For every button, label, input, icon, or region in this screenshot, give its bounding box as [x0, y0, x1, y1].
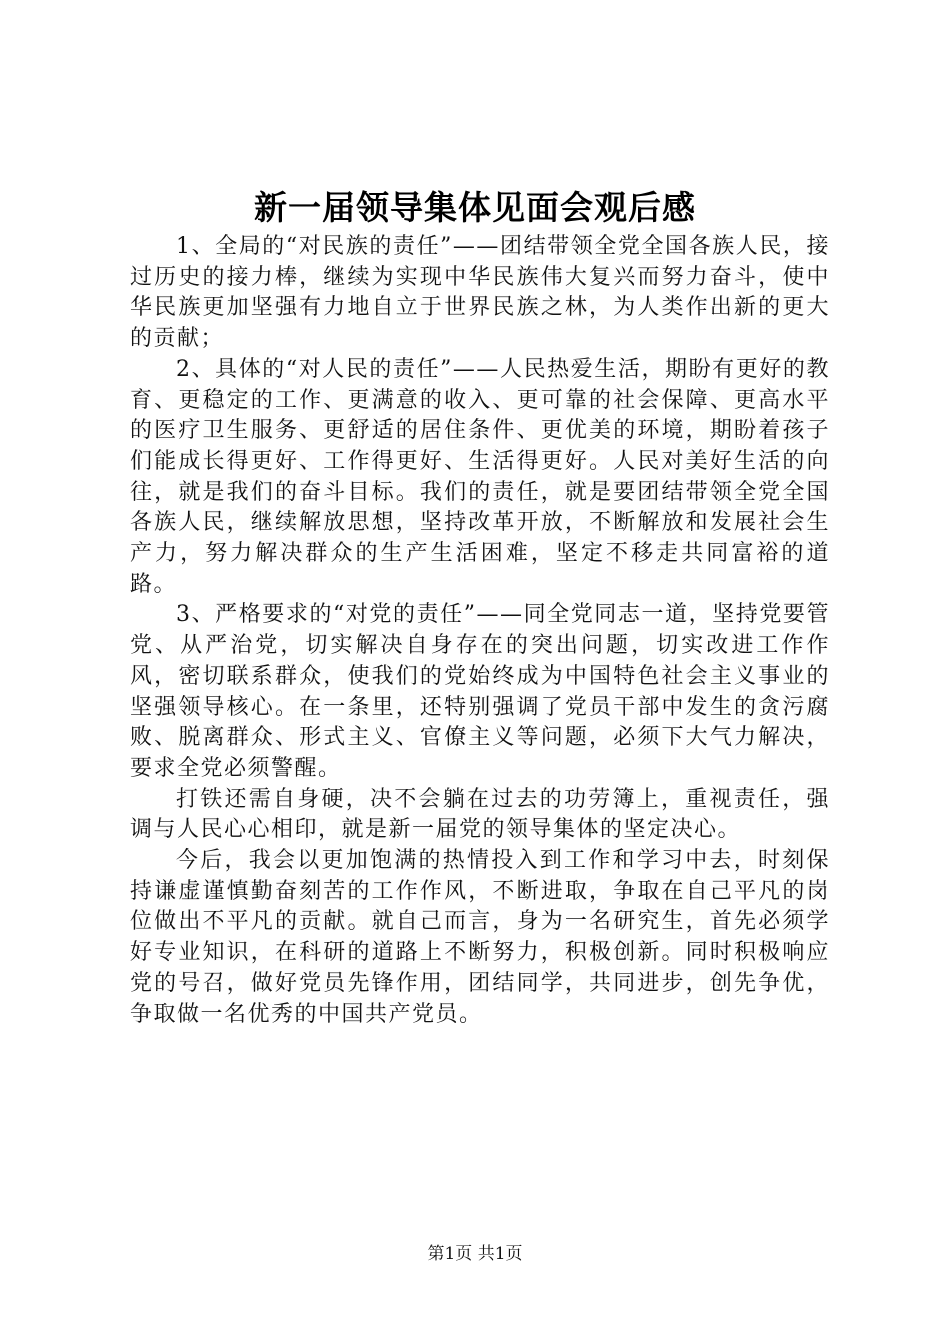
- page-footer: 第1页 共1页: [427, 1244, 523, 1264]
- paragraph-3: 3、严格要求的“对党的责任”——同全党同志一道，坚持党要管党、从严治党，切实解决自身存在的突出问题，切实改进工作作风，密切联系群众，使我们的党始终成为中国特色社会主义事业的坚强领导核心。在一条里，还特别强调了党员干部中发生的贪污腐败、脱离群众、形式主义、官僚主义等问题，必须下大气力解决，要求全党必须警醒。: [130, 602, 830, 781]
- document-body: [130, 232, 830, 1030]
- paragraph-5: 今后，我会以更加饱满的热情投入到工作和学习中去，时刻保持谦虚谨慎勤奋刻苦的工作作风，不断进取，争取在自己平凡的岗位做出不平凡的贡献。就自己而言，身为一名研究生，首先必须学好专业知识，在科研的道路上不断努力，积极创新。同时积极响应党的号召，做好党员先锋作用，团结同学，共同进步，创先争优，争取做一名优秀的中国共产党员。: [130, 848, 830, 1027]
- document-title: 新一届领导集体见面会观后感: [254, 188, 696, 227]
- paragraph-1: 1、全局的“对民族的责任”——团结带领全党全国各族人民，接过历史的接力棒，继续为实现中华民族伟大复兴而努力奋斗，使中华民族更加坚强有力地自立于世界民族之林，为人类作出新的更大的贡献；: [130, 234, 830, 352]
- paragraph-4: 打铁还需自身硬，决不会躺在过去的功劳簿上，重视责任，强调与人民心心相印，就是新一届党的领导集体的坚定决心。: [130, 786, 830, 843]
- paragraph-2: 2、具体的“对人民的责任”——人民热爱生活，期盼有更好的教育、更稳定的工作、更满意的收入、更可靠的社会保障、更高水平的医疗卫生服务、更舒适的居住条件、更优美的环境，期盼着孩子们能成长得更好、工作得更好、生活得更好。人民对美好生活的向往，就是我们的奋斗目标。我们的责任，就是要团结带领全党全国各族人民，继续解放思想，坚持改革开放，不断解放和发展社会生产力，努力解决群众的生产生活困难，坚定不移走共同富裕的道路。: [130, 356, 830, 597]
